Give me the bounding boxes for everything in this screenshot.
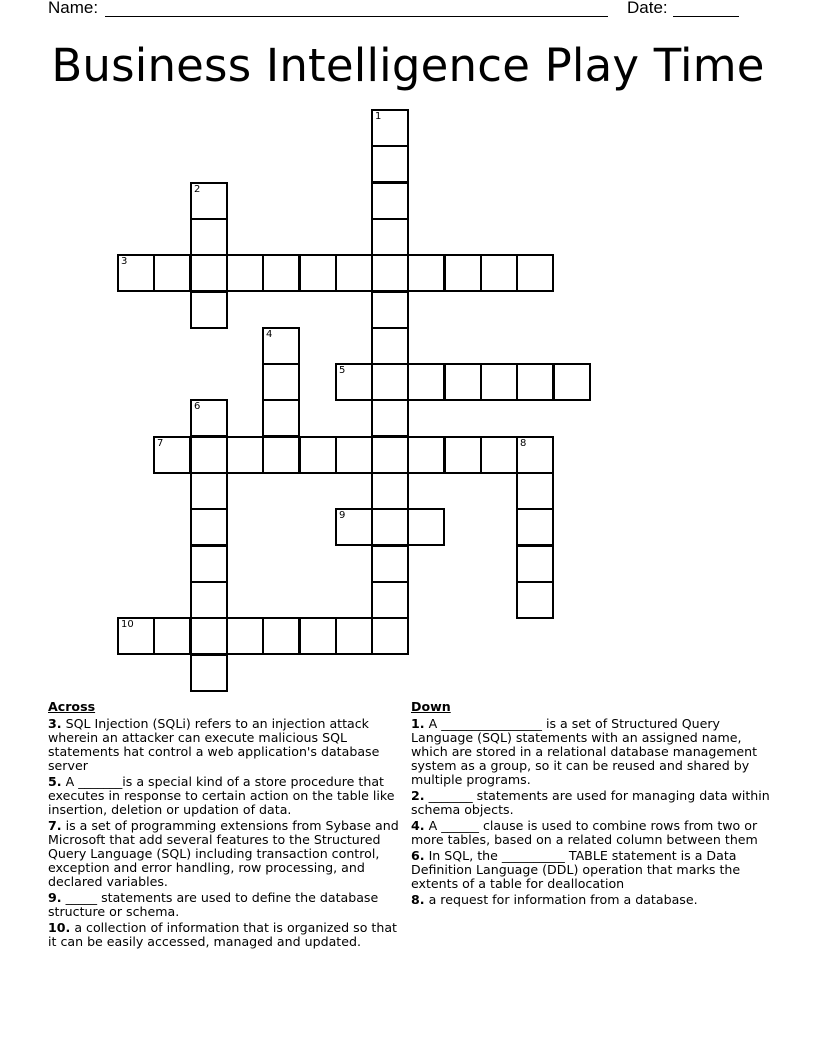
clue-number-label: 3 xyxy=(121,256,128,267)
grid-cell[interactable] xyxy=(190,436,228,474)
grid-cell[interactable] xyxy=(190,182,228,220)
grid-cell[interactable] xyxy=(407,254,445,292)
grid-cell[interactable] xyxy=(190,545,228,583)
grid-cell[interactable] xyxy=(190,508,228,546)
clue-number: 7. xyxy=(48,818,62,833)
clue-text: In SQL, the __________ TABLE statement is a Data Definition Language (DDL) operation that marks the extents of a table for deallocation xyxy=(411,848,741,891)
clue-number-label: 9 xyxy=(339,510,346,521)
grid-cell[interactable] xyxy=(190,399,228,437)
grid-cell[interactable] xyxy=(190,254,228,292)
grid-cell[interactable] xyxy=(480,436,518,474)
clue-number-label: 7 xyxy=(157,438,164,449)
grid-cell[interactable] xyxy=(226,254,264,292)
grid-cell[interactable] xyxy=(371,109,409,147)
grid-cell[interactable] xyxy=(516,254,554,292)
grid-cell[interactable] xyxy=(226,617,264,655)
grid-cell[interactable] xyxy=(444,254,482,292)
grid-cell[interactable] xyxy=(371,545,409,583)
grid-cell[interactable] xyxy=(299,617,337,655)
clue-number: 8. xyxy=(411,892,425,907)
grid-cell[interactable] xyxy=(480,363,518,401)
clue-text: is a set of programming extensions from Sybase and Microsoft that add several features to the Structured Query Language (SQL) including transaction control, exception and error handling, row processing, and declared variables. xyxy=(48,818,399,889)
clue-text: _____ statements are used to define the database structure or schema. xyxy=(48,890,379,919)
grid-cell[interactable] xyxy=(516,545,554,583)
date-label: Date: xyxy=(627,0,668,17)
grid-cell[interactable] xyxy=(516,581,554,619)
grid-cell[interactable] xyxy=(407,363,445,401)
grid-cell[interactable] xyxy=(444,363,482,401)
grid-cell[interactable] xyxy=(371,363,409,401)
grid-cell[interactable] xyxy=(516,508,554,546)
grid-cell[interactable] xyxy=(190,654,228,692)
clue-down-1 xyxy=(411,717,771,787)
grid-cell[interactable] xyxy=(371,399,409,437)
page-title: Business Intelligence Play Time xyxy=(51,39,765,92)
clue-across-3 xyxy=(48,717,408,773)
grid-cell[interactable] xyxy=(444,436,482,474)
clue-text: a collection of information that is organized so that it can be easily accessed, managed and updated. xyxy=(48,920,397,949)
grid-cell[interactable] xyxy=(190,218,228,256)
grid-cell[interactable] xyxy=(516,436,554,474)
grid-cell[interactable] xyxy=(299,254,337,292)
clue-down-4 xyxy=(411,819,771,847)
down-clues xyxy=(411,700,771,909)
grid-cell[interactable] xyxy=(262,436,300,474)
clue-number-label: 5 xyxy=(339,365,346,376)
clue-number: 4. xyxy=(411,818,425,833)
across-clues xyxy=(48,700,408,951)
grid-cell[interactable] xyxy=(117,617,155,655)
clue-number-label: 2 xyxy=(194,184,201,195)
grid-cell[interactable] xyxy=(371,472,409,510)
clue-across-7 xyxy=(48,819,408,889)
grid-cell[interactable] xyxy=(371,327,409,365)
grid-cell[interactable] xyxy=(371,218,409,256)
grid-cell[interactable] xyxy=(371,182,409,220)
clue-number: 6. xyxy=(411,848,425,863)
grid-cell[interactable] xyxy=(335,254,373,292)
clue-across-10 xyxy=(48,921,408,949)
grid-cell[interactable] xyxy=(407,436,445,474)
clue-text: A _______is a special kind of a store procedure that executes in response to certain action on the table like insertion, deletion or updation of data. xyxy=(48,774,395,817)
grid-cell[interactable] xyxy=(371,291,409,329)
grid-cell[interactable] xyxy=(190,472,228,510)
clue-down-6 xyxy=(411,849,771,891)
clue-number: 10. xyxy=(48,920,71,935)
grid-cell[interactable] xyxy=(299,436,337,474)
clue-number: 5. xyxy=(48,774,62,789)
clue-number: 9. xyxy=(48,890,62,905)
clue-number: 1. xyxy=(411,716,425,731)
grid-cell[interactable] xyxy=(516,363,554,401)
grid-cell[interactable] xyxy=(480,254,518,292)
name-label: Name: xyxy=(48,0,99,17)
grid-cell[interactable] xyxy=(371,254,409,292)
down-heading: Down xyxy=(411,699,451,714)
grid-cell[interactable] xyxy=(153,617,191,655)
clue-text: A ______ clause is used to combine rows from two or more tables, based on a related column between them xyxy=(411,818,758,847)
clue-number-label: 8 xyxy=(520,438,527,449)
clue-text: A ________________ is a set of Structured Query Language (SQL) statements with an assigned name, which are stored in a relational database management system as a group, so it can be reused and shared by multiple programs. xyxy=(411,716,758,787)
grid-cell[interactable] xyxy=(407,508,445,546)
grid-cell[interactable] xyxy=(262,617,300,655)
clue-across-5 xyxy=(48,775,408,817)
grid-cell[interactable] xyxy=(335,363,373,401)
grid-cell[interactable] xyxy=(153,436,191,474)
grid-cell[interactable] xyxy=(190,617,228,655)
grid-cell[interactable] xyxy=(371,436,409,474)
grid-cell[interactable] xyxy=(262,399,300,437)
grid-cell[interactable] xyxy=(371,508,409,546)
grid-cell[interactable] xyxy=(190,291,228,329)
grid-cell[interactable] xyxy=(226,436,264,474)
clue-text: SQL Injection (SQLi) refers to an injection attack wherein an attacker can execute malicious SQL statements hat control a web application's database server xyxy=(48,716,380,773)
grid-cell[interactable] xyxy=(553,363,591,401)
clue-number-label: 10 xyxy=(121,619,134,630)
grid-cell[interactable] xyxy=(335,436,373,474)
grid-cell[interactable] xyxy=(262,363,300,401)
clue-down-2 xyxy=(411,789,771,817)
clue-text: _______ statements are used for managing data within schema objects. xyxy=(411,788,770,817)
clue-number-label: 4 xyxy=(266,329,273,340)
grid-cell[interactable] xyxy=(190,581,228,619)
clue-number-label: 6 xyxy=(194,401,201,412)
grid-cell[interactable] xyxy=(371,617,409,655)
grid-cell[interactable] xyxy=(262,254,300,292)
grid-cell[interactable] xyxy=(117,254,155,292)
clue-text: a request for information from a database. xyxy=(428,892,698,907)
clue-down-8 xyxy=(411,893,771,907)
clue-number: 3. xyxy=(48,716,62,731)
grid-cell[interactable] xyxy=(371,145,409,183)
grid-cell[interactable] xyxy=(262,327,300,365)
clue-across-9 xyxy=(48,891,408,919)
grid-cell[interactable] xyxy=(371,581,409,619)
grid-cell[interactable] xyxy=(335,617,373,655)
across-heading: Across xyxy=(48,699,96,714)
grid-cell[interactable] xyxy=(153,254,191,292)
grid-cell[interactable] xyxy=(335,508,373,546)
grid-cell[interactable] xyxy=(516,472,554,510)
clue-number: 2. xyxy=(411,788,425,803)
clue-number-label: 1 xyxy=(375,111,382,122)
